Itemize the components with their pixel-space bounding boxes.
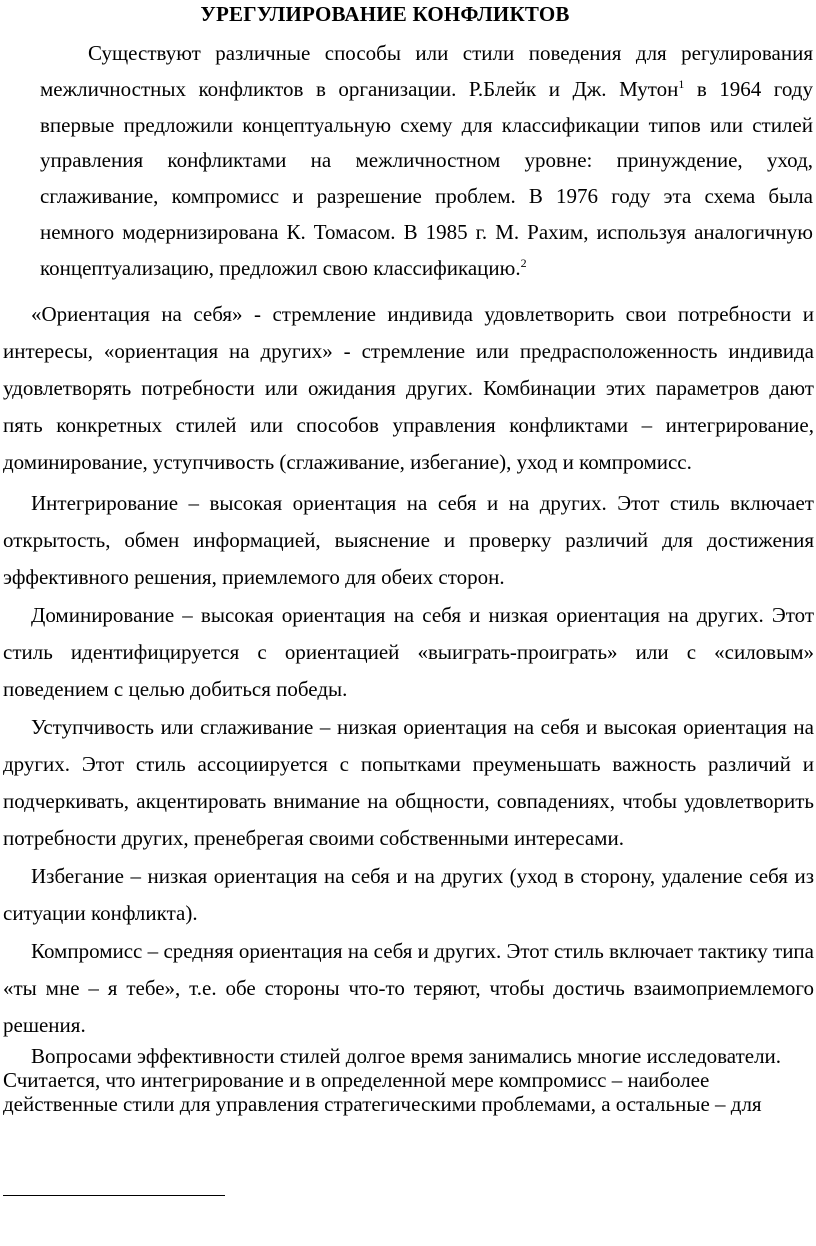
- paragraph-intro: [40, 36, 813, 287]
- paragraph-compromising: Компромисс – средняя ориентация на себя и других. Этот стиль включает тактику типа «ты мне – я тебе», т.е. обе стороны что-то теряют, чтобы достичь взаимоприемлемого решения.: [3, 939, 814, 1037]
- paragraph-dominating: Доминирование – высокая ориентация на себя и низкая ориентация на других. Этот стиль идентифицируется с ориентацией «выиграть-проиграть» или с «силовым» поведением с целью добиться победы.: [3, 603, 814, 701]
- footnote-ref-1[interactable]: 1: [678, 76, 685, 91]
- paragraph-integrating: Интегрирование – высокая ориентация на себя и на других. Этот стиль включает открытость, обмен информацией, выяснение и проверку различий для достижения эффективного решения, приемлемого для обеих сторон.: [3, 491, 814, 589]
- paragraph-intro-text-a: Существуют различные способы или стили поведения для регулирования межличностных конфликтов в организации. Р.Блейк и Дж. Мутон: [40, 41, 813, 101]
- paragraph-orientation: «Ориентация на себя» - стремление индивида удовлетворить свои потребности и интересы, «ориентация на других» - стремление или предрасположенность индивида удовлетворять потребности или ожидания других. Комбинации этих параметров дают пять конкретных стилей или способов управления конфликтами – интегрирование, доминирование, уступчивость (сглаживание, избегание), уход и компромисс.: [3, 302, 814, 474]
- document-title: УРЕГУЛИРОВАНИЕ КОНФЛИКТОВ: [200, 2, 570, 26]
- paragraph-effectiveness: Вопросами эффективности стилей долгое время занимались многие исследователи. Считается, что интегрирование и в определенной мере компромисс – наиболее действенные стили для управления стратегическими проблемами, а остальные – для: [3, 1044, 782, 1116]
- footnote-separator: [3, 1195, 225, 1196]
- paragraph-avoiding: Избегание – низкая ориентация на себя и на других (уход в сторону, удаление себя из ситуации конфликта).: [3, 864, 814, 925]
- paragraph-obliging: Уступчивость или сглаживание – низкая ориентация на себя и высокая ориентация на других. Этот стиль ассоциируется с попытками преуменьшать важность различий и подчеркивать, акцентировать внимание на общности, совпадениях, чтобы удовлетворить потребности других, пренебрегая своими собственными интересами.: [3, 715, 814, 850]
- footnote-ref-2[interactable]: 2: [520, 255, 527, 270]
- paragraph-intro-text-b: в 1964 году впервые предложили концептуальную схему для классификации типов или стилей управления конфликтами на межличностном уровне: принуждение, уход, сглаживание, компромисс и разрешение проблем. В 1976 году эта схема была немного модернизирована К. Томасом. В 1985 г. М. Рахим, используя аналогичную концептуализацию, предложил свою классификацию.: [40, 76, 813, 280]
